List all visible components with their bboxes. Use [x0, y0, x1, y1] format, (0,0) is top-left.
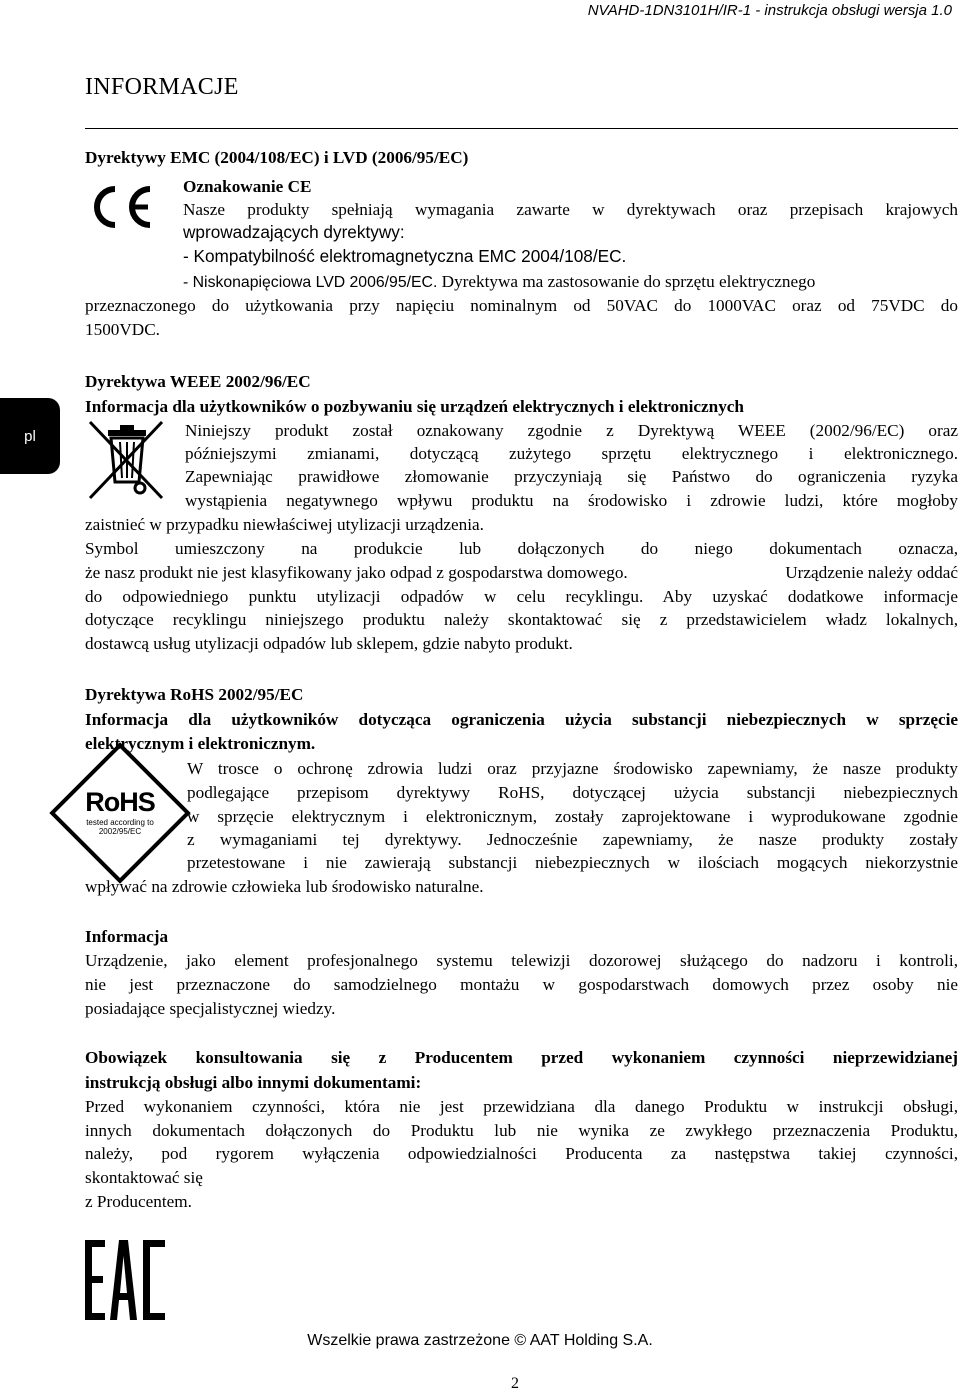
weee-line: Symbol umieszczony na produkcie lub dołączonych do niego dokumentach oznacza,: [85, 539, 958, 558]
obligation-heading: instrukcją obsługi albo innymi dokumentami:: [85, 1073, 422, 1092]
rohs-line: przetestowane i nie zawierają substancji niebezpiecznych w ilościach mogących niekorzystnie: [187, 853, 958, 872]
rohs-subheading: Informacja dla użytkowników dotycząca ograniczenia użycia substancji niebezpiecznych w sprzęcie: [85, 710, 958, 729]
lvd-description: Dyrektywa ma zastosowanie do sprzętu elektrycznego: [437, 272, 816, 291]
emc-list-item: - Kompatybilność elektromagnetyczna EMC 2004/108/EC.: [183, 246, 627, 266]
page-title: INFORMACJE: [85, 74, 239, 100]
weee-heading: Dyrektywa WEEE 2002/96/EC: [85, 372, 311, 391]
info-heading: Informacja: [85, 927, 169, 946]
weee-line: Zapewniając prawidłowe złomowanie przyczyniają się Państwo do ograniczenia ryzyka: [185, 467, 958, 486]
weee-line-part: Urządzenie należy oddać: [785, 563, 958, 582]
lvd-label: - Niskonapięciowa LVD 2006/95/EC.: [183, 274, 438, 291]
emc-line: wprowadzających dyrektywy:: [183, 222, 405, 242]
weee-line: dotyczące recyklingu niniejszego produktu należy skontaktować się z przedstawicielem władz lokalnych,: [85, 610, 958, 629]
page-number: 2: [511, 1375, 519, 1392]
rohs-logo-title: RoHS: [85, 787, 155, 817]
rohs-line: wpływać na zdrowie człowieka lub środowisko naturalne.: [85, 877, 484, 896]
emc-line: 1500VDC.: [85, 320, 160, 339]
weee-line: późniejszymi zmianami, dotyczącą zużytego sprzętu elektrycznego i elektronicznego.: [185, 444, 958, 463]
language-tab[interactable]: [0, 398, 60, 474]
rohs-line: podlegające przepisom dyrektywy RoHS, dotyczącej użycia substancji niebezpiecznych: [187, 783, 958, 802]
obligation-line: skontaktować się: [85, 1168, 203, 1187]
obligation-heading: Obowiązek konsultowania się z Producentem przed wykonaniem czynności nieprzewidzianej: [85, 1048, 958, 1067]
info-line: nie jest przeznaczone do samodzielnego montażu w gospodarstwach domowych przez osoby nie: [85, 975, 958, 994]
ce-subheading: Oznakowanie CE: [183, 177, 312, 196]
obligation-line: innych dokumentach dołączonych do Produktu lub nie wynika ze zwykłego przeznaczenia Produktu,: [85, 1121, 958, 1140]
rohs-line: w sprzęcie elektrycznym i elektronicznym, zostały zaprojektowane i wyprodukowane zgodnie: [187, 807, 958, 826]
weee-line: do odpowiedniego punktu utylizacji odpadów w celu recyklingu. Aby uzyskać dodatkowe informacje: [85, 587, 958, 606]
weee-crossed-bin-icon: [86, 418, 168, 502]
eac-mark-icon: [83, 1238, 167, 1322]
weee-line: dostawcą usług utylizacji odpadów lub sklepem, gdzie nabyto produkt.: [85, 634, 573, 653]
rohs-line: W trosce o ochronę zdrowia ludzi oraz przyjazne środowisko zapewniamy, że nasze produkty: [187, 759, 958, 778]
rohs-subheading: elektrycznym i elektronicznym.: [85, 734, 316, 753]
weee-line: [85, 561, 958, 584]
rohs-logo-caption: tested according to: [86, 818, 154, 827]
emc-list-item: [183, 270, 815, 294]
copyright-footer: Wszelkie prawa zastrzeżone © AAT Holding S.A.: [307, 1332, 653, 1349]
weee-line: Niniejszy produkt został oznakowany zgodnie z Dyrektywą WEEE (2002/96/EC) oraz: [185, 421, 958, 440]
info-line: posiadające specjalistycznej wiedzy.: [85, 999, 336, 1018]
obligation-line: należy, pod rygorem wyłączenia odpowiedzialności Producenta za następstwa takiej czynności,: [85, 1144, 958, 1163]
weee-line: wystąpienia negatywnego wpływu produktu na środowisko i zdrowie ludzi, które mogłoby: [185, 491, 958, 510]
info-line: Urządzenie, jako element profesjonalnego systemu telewizji dozorowej służącego do nadzoru i kontroli,: [85, 951, 958, 970]
rohs-heading: Dyrektywa RoHS 2002/95/EC: [85, 685, 304, 704]
weee-subheading: Informacja dla użytkowników o pozbywaniu się urządzeń elektrycznych i elektronicznych: [85, 397, 744, 416]
language-tab-label: pl: [24, 427, 36, 445]
weee-line-part: że nasz produkt nie jest klasyfikowany jako odpad z gospodarstwa domowego.: [85, 563, 628, 582]
emc-line: przeznaczonego do użytkowania przy napięciu nominalnym od 50VAC do 1000VAC oraz od 75VDC do: [85, 296, 958, 315]
weee-line: zaistnieć w przypadku niewłaściwej utylizacji urządzenia.: [85, 515, 484, 534]
title-divider: [85, 128, 958, 129]
emc-heading: Dyrektywy EMC (2004/108/EC) i LVD (2006/95/EC): [85, 148, 469, 167]
rohs-logo: [62, 755, 178, 871]
rohs-line: z wymaganiami tej dyrektywy. Jednocześnie zapewniamy, że nasze produkty zostały: [187, 830, 958, 849]
rohs-logo-caption: 2002/95/EC: [98, 827, 142, 836]
ce-mark-icon: [88, 184, 154, 230]
document-header: NVAHD-1DN3101H/IR-1 - instrukcja obsługi wersja 1.0: [587, 2, 952, 19]
obligation-line: z Producentem.: [85, 1192, 192, 1211]
obligation-line: Przed wykonaniem czynności, która nie jest przewidziana dla danego Produktu w instrukcji obsługi,: [85, 1097, 958, 1116]
emc-line: Nasze produkty spełniają wymagania zawarte w dyrektywach oraz przepisach krajowych: [183, 200, 958, 219]
